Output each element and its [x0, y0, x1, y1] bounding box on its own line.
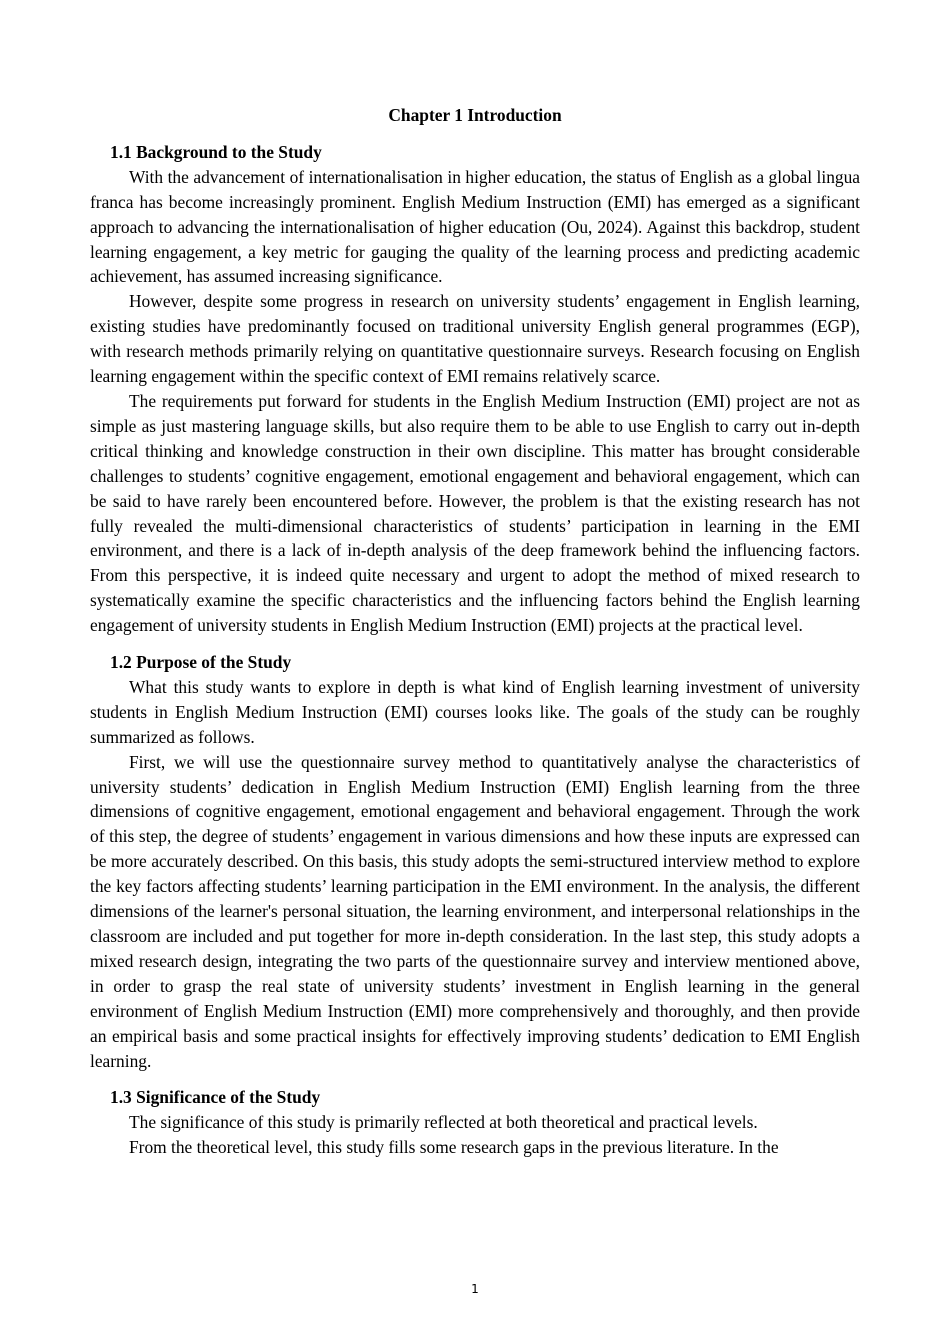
section-heading: 1.1 Background to the Study: [110, 141, 322, 162]
document-page: [90, 103, 860, 1160]
section-significance: [90, 1085, 860, 1160]
section-heading: 1.3 Significance of the Study: [110, 1087, 321, 1108]
section-purpose: [90, 650, 860, 1073]
page-number: 1: [471, 1282, 479, 1296]
paragraph: With the advancement of internationalisation in higher education, the status of English as a global lingua franca has become increasingly prominent. English Medium Instruction (EMI) has emerged as a significant approach to advancing the internationalisation of higher education (Ou, 2024). Against this backdrop, student learning engagement, a key metric for gauging the quality of the learning process and predicting academic achievement, has assumed increasing significance.: [90, 166, 860, 287]
paragraph: The significance of this study is primarily reflected at both theoretical and practical levels.: [129, 1112, 758, 1133]
paragraph: From the theoretical level, this study fills some research gaps in the previous literature. In the: [129, 1137, 779, 1158]
paragraph: The requirements put forward for students in the English Medium Instruction (EMI) project are not as simple as just mastering language skills, but also require them to be able to use English to carry out in-depth critical thinking and knowledge construction in their own discipline. This matter has brought considerable challenges to students’ cognitive engagement, emotional engagement and behavioral engagement, which can be said to have rarely been encountered before. However, the problem is that the existing research has not fully revealed the multi-dimensional characteristics of students’ participation in learning in the EMI environment, and there is a lack of in-depth analysis of the deep framework behind the influencing factors. From this perspective, it is indeed quite necessary and urgent to adopt the method of mixed research to systematically examine the specific characteristics and the influencing factors behind the English learning engagement of university students in English Medium Instruction (EMI) projects at the practical level.: [90, 390, 860, 636]
paragraph: First, we will use the questionnaire survey method to quantitatively analyse the characteristics of university students’ dedication in English Medium Instruction (EMI) English learning from the three dimensions of cognitive engagement, emotional engagement and behavioral engagement. Through the work of this step, the degree of students’ engagement in various dimensions and how these inputs are expressed can be more accurately described. On this basis, this study adopts the semi-structured interview method to explore the key factors affecting students’ learning participation in the EMI environment. In the analysis, the different dimensions of the learner's personal situation, the learning environment, and interpersonal relationships in the classroom are included and put together for more in-depth consideration. In the last step, this study adopts a mixed research design, integrating the two parts of the questionnaire survey and interview mentioned above, in order to grasp the real state of university students’ investment in English learning in the general environment of English Medium Instruction (EMI) more comprehensively and thoroughly, and then provide an empirical basis and some practical insights for effectively improving students’ dedication to EMI English learning.: [90, 751, 860, 1071]
paragraph: What this study wants to explore in depth is what kind of English learning investment of university students in English Medium Instruction (EMI) courses looks like. The goals of the study can be roughly summarized as follows.: [90, 676, 860, 747]
paragraph: However, despite some progress in research on university students’ engagement in English learning, existing studies have predominantly focused on traditional university English general programmes (EGP), with research methods primarily relying on quantitative questionnaire surveys. Research focusing on English learning engagement within the specific context of EMI remains relatively scarce.: [90, 291, 860, 387]
section-background: [90, 140, 860, 638]
section-heading: 1.2 Purpose of the Study: [110, 652, 292, 673]
chapter-title: Chapter 1 Introduction: [388, 105, 562, 125]
